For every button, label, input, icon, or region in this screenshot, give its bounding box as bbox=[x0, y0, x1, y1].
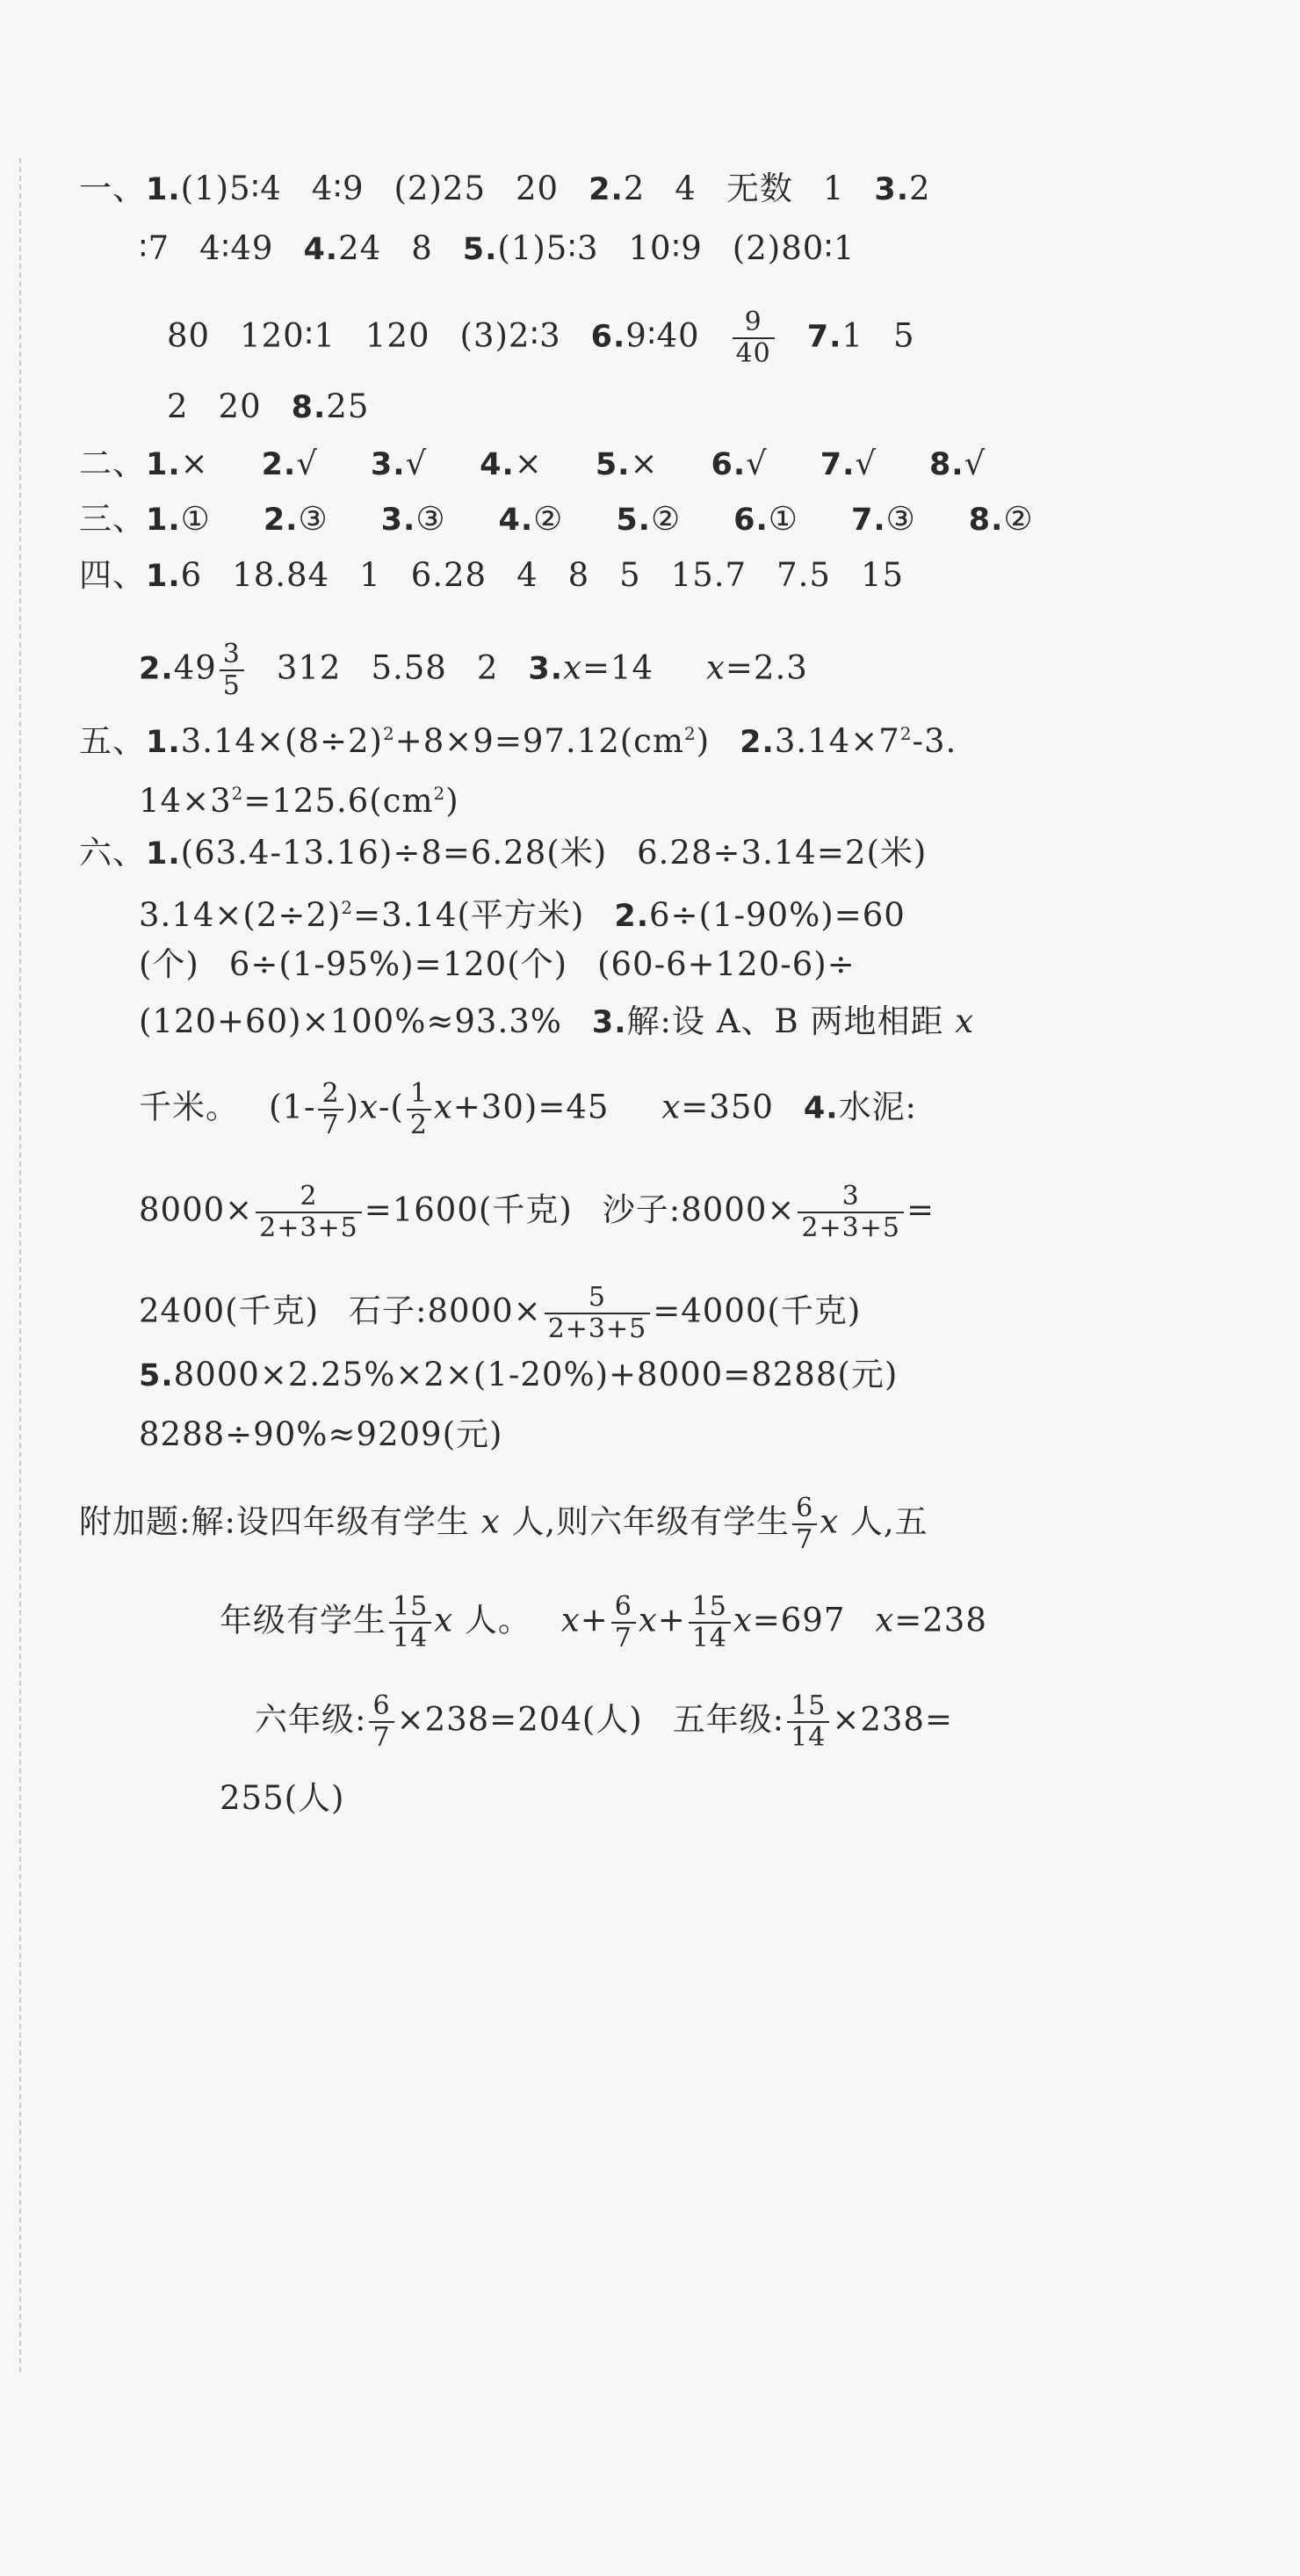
text-line: ∶7 4∶49 4.24 8 5.(1)5∶3 10∶9 (2)80∶1 bbox=[139, 229, 856, 267]
text-line: 六年级: $\frac{6}{7}$ ×238=204(人) 五年级: $\frac{15}{14}$ ×238= bbox=[255, 1690, 953, 1753]
text-line: 千米。 (1- $\frac{2}{7}$ )x-( $\frac{1}{2}$ x+30)=45 x=350 4.水泥: bbox=[139, 1078, 918, 1140]
fraction: $\frac{3}{5}$ bbox=[220, 640, 244, 701]
fraction: $\frac{2}{7}$ bbox=[318, 1079, 343, 1140]
fraction: $\frac{2}{2+3+5}$ bbox=[256, 1182, 362, 1243]
fraction: $\frac{6}{7}$ bbox=[369, 1691, 394, 1753]
fraction: $\frac{9}{40}$ bbox=[733, 308, 775, 369]
text-line: 二、1.× 2.√ 3.√ 4.× 5.× 6.√ 7.√ 8.√ bbox=[79, 445, 986, 482]
text-line: 三、1.① 2.③ 3.③ 4.② 5.② 6.① 7.③ 8.② bbox=[79, 500, 1034, 538]
text-line: 五、$1.3.14\times(8\div 2)^2+8\times 9=97.12(cm^2)$ $2.3.14\times 7^2-3$. bbox=[79, 722, 957, 760]
text-line: $3.14\times(2\div 2)^2=3.14$(平方米) 2.6÷(1-90%)=60 bbox=[139, 896, 906, 934]
text-line: 四、1.6 18.84 1 6.28 4 8 5 15.7 7.5 15 bbox=[79, 556, 905, 594]
text-line: 一、1.(1)5∶4 4∶9 (2)25 20 2.2 4 无数 1 3.2 bbox=[79, 170, 931, 207]
fraction: $\frac{15}{14}$ bbox=[787, 1691, 829, 1753]
fraction: $\frac{15}{14}$ bbox=[389, 1592, 431, 1653]
fraction: $\frac{5}{2+3+5}$ bbox=[545, 1283, 651, 1344]
text-line: 2.49 $\frac{3}{5}$ 312 5.58 2 3.x=14 x=2.3 bbox=[139, 639, 808, 701]
text-line: 5.8000×2.25%×2×(1-20%)+8000=8288(元) bbox=[139, 1356, 899, 1393]
fraction: $\frac{6}{7}$ bbox=[792, 1494, 817, 1555]
fraction: $\frac{6}{7}$ bbox=[611, 1592, 636, 1653]
fraction: $\frac{3}{2+3+5}$ bbox=[798, 1182, 904, 1243]
text-line: (个) 6÷(1-95%)=120(个) (60-6+120-6)÷ bbox=[139, 945, 856, 983]
text-line: 8288÷90%≈9209(元) bbox=[139, 1415, 503, 1453]
text-line: 年级有学生 $\frac{15}{14}$ x 人。 x+ $\frac{6}{7}$ x+ $\frac{15}{14}$ x=697 x=238 bbox=[220, 1591, 987, 1653]
text-line: $14\times 3^2=125.6(cm^2)$ bbox=[139, 782, 459, 820]
text-line: 2 20 8.25 bbox=[167, 387, 370, 425]
text-line: 8000× $\frac{2}{2+3+5}$ =1600(千克) 沙子:8000× $\frac{3}{2+3+5}$ = bbox=[139, 1181, 935, 1243]
binding-dashed-line bbox=[19, 158, 21, 2372]
text-line: 附加题:解:设四年级有学生 x 人,则六年级有学生 $\frac{6}{7}$ x 人,五 bbox=[79, 1493, 928, 1555]
fraction: $\frac{15}{14}$ bbox=[689, 1592, 731, 1653]
text-line: 80 120∶1 120 (3)2∶3 6.9∶40 $\frac{9}{40}$ 7.1 5 bbox=[167, 307, 915, 369]
text-line: (120+60)×100%≈93.3% 3.解:设 A、B 两地相距 x bbox=[139, 1002, 975, 1040]
text-line: 六、1.(63.4-13.16)÷8=6.28(米) 6.28÷3.14=2(米) bbox=[79, 834, 928, 872]
fraction: $\frac{1}{2}$ bbox=[407, 1079, 431, 1140]
text-line: 2400(千克) 石子:8000× $\frac{5}{2+3+5}$ =4000(千克) bbox=[139, 1282, 862, 1344]
text-line: 255(人) bbox=[220, 1779, 345, 1817]
